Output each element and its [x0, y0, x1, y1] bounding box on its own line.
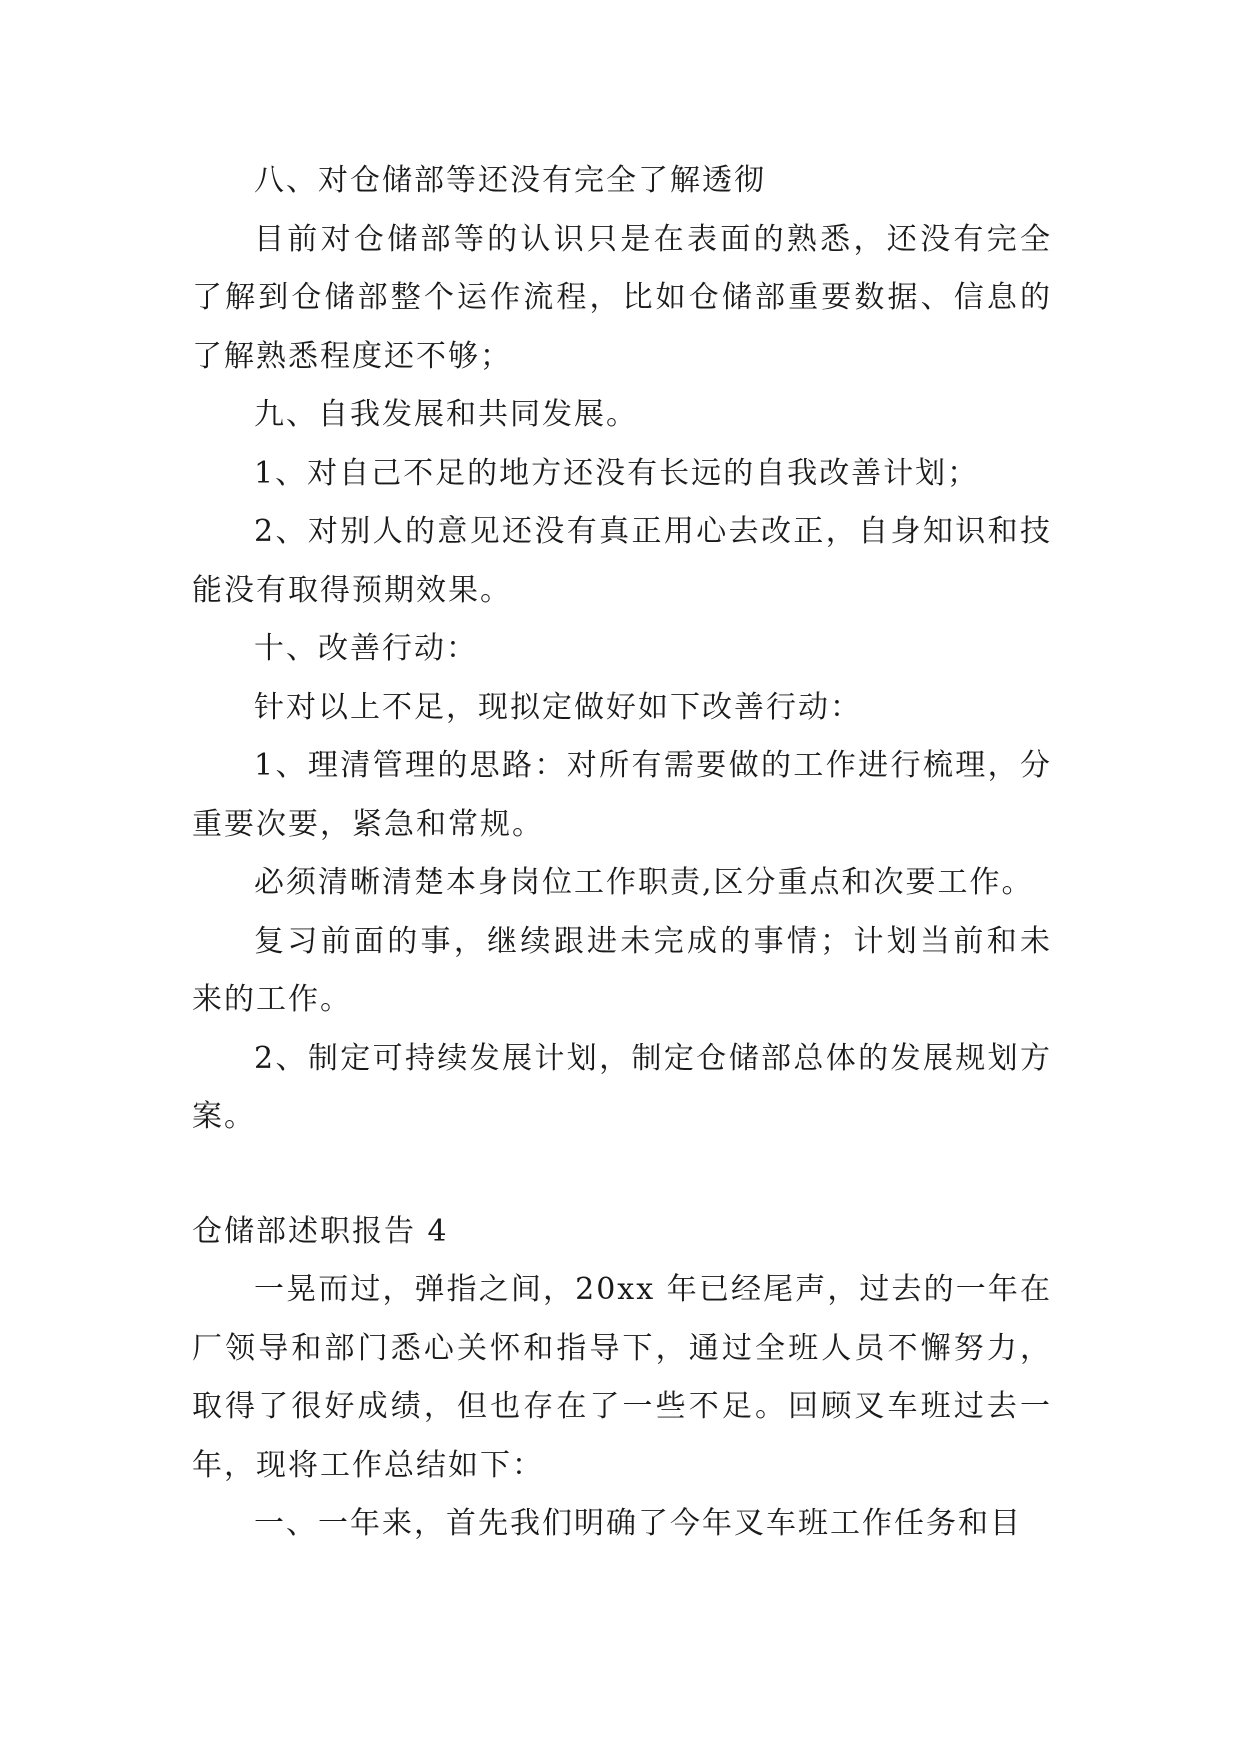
paragraph: 一晃而过，弹指之间，20xx 年已经尾声，过去的一年在厂领导和部门悉心关怀和指导下，通过全班人员不懈努力，取得了很好成绩，但也存在了一些不足。回顾叉车班过去一年，现将工作总结如下：: [192, 1272, 1052, 1483]
paragraph: 复习前面的事，继续跟进未完成的事情；计划当前和未来的工作。: [192, 923, 1052, 1017]
paragraph: 九、自我发展和共同发展。: [254, 397, 638, 432]
paragraph: 八、对仓储部等还没有完全了解透彻: [254, 163, 766, 198]
paragraph: 目前对仓储部等的认识只是在表面的熟悉，还没有完全了解到仓储部整个运作流程，比如仓储部重要数据、信息的了解熟悉程度还不够；: [192, 221, 1052, 374]
paragraph: 必须清晰清楚本身岗位工作职责,区分重点和次要工作。: [254, 865, 1034, 900]
paragraph: 1、理清管理的思路：对所有需要做的工作进行梳理，分重要次要，紧急和常规。: [192, 748, 1052, 842]
paragraph: 一、一年来，首先我们明确了今年叉车班工作任务和目: [254, 1506, 1022, 1541]
paragraph: 十、改善行动：: [254, 631, 478, 666]
paragraph: 2、制定可持续发展计划，制定仓储部总体的发展规划方案。: [192, 1040, 1052, 1134]
document-body: [192, 152, 1052, 1554]
paragraph: 1、对自己不足的地方还没有长远的自我改善计划；: [254, 455, 980, 491]
section-title: 仓储部述职报告 4: [192, 1213, 449, 1249]
paragraph: 针对以上不足，现拟定做好如下改善行动：: [254, 689, 862, 725]
paragraph: 2、对别人的意见还没有真正用心去改正，自身知识和技能没有取得预期效果。: [192, 514, 1052, 608]
